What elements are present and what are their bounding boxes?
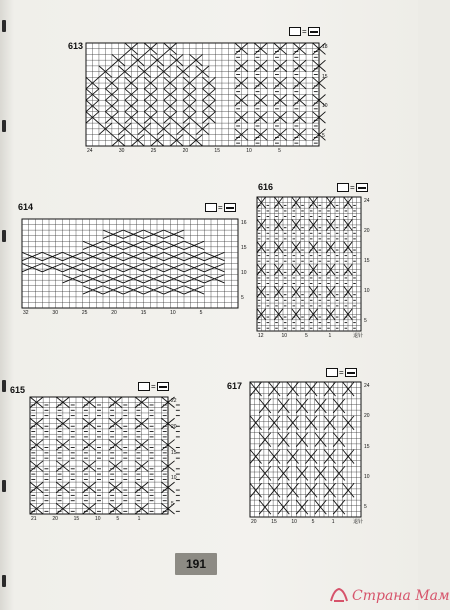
- column-number-label: 21: [31, 516, 37, 522]
- row-number-label: 5: [364, 504, 367, 510]
- row-number-label: 10: [364, 288, 370, 294]
- column-number-label: 25: [150, 148, 157, 154]
- column-number-label: 15: [271, 519, 277, 525]
- blank-cell-symbol: [337, 183, 349, 192]
- blank-cell-symbol: [138, 382, 150, 391]
- stitch-direction-label: 退针: [353, 519, 364, 525]
- blank-cell-symbol: [326, 368, 338, 377]
- row-number-label: 16: [241, 220, 247, 226]
- column-number-label: 1: [137, 516, 141, 522]
- column-number-label: 24: [87, 148, 93, 154]
- chart-grid: [22, 219, 238, 308]
- column-number-label: 15: [140, 310, 147, 316]
- row-number-label: 24: [364, 383, 370, 389]
- column-number-label: 25: [81, 310, 88, 316]
- chart-grid: [257, 197, 361, 331]
- column-number-label: 15: [214, 148, 220, 154]
- chart-number: 617: [227, 381, 243, 391]
- row-number-label: 20: [364, 413, 370, 420]
- row-number-label: 5: [364, 318, 367, 324]
- chart-614: [18, 202, 247, 316]
- row-number-label: 10: [364, 473, 370, 480]
- chart-616: [257, 182, 370, 339]
- row-number-label: 20: [364, 228, 370, 234]
- row-number-label: 15: [322, 73, 328, 80]
- chart-number: 616: [258, 182, 274, 192]
- column-number-label: 10: [95, 516, 101, 522]
- row-number-label: 18: [322, 44, 328, 50]
- chart-613: [68, 26, 328, 154]
- chart-617: [227, 367, 370, 525]
- row-number-label: 5: [241, 295, 244, 301]
- column-number-label: 5: [311, 519, 315, 525]
- column-number-label: 20: [111, 310, 117, 316]
- row-number-label: 24: [364, 198, 370, 204]
- purl-symbol: [308, 27, 320, 36]
- column-number-label: 5: [305, 333, 308, 339]
- purl-symbol: [356, 183, 368, 192]
- column-number-label: 20: [182, 148, 189, 154]
- column-number-label: 5: [278, 148, 281, 154]
- row-number-label: 10: [241, 270, 247, 276]
- stitch-key: =: [337, 183, 368, 192]
- row-number-label: 5: [322, 133, 325, 139]
- row-number-label: 15: [364, 258, 370, 264]
- column-number-label: 10: [291, 519, 297, 525]
- row-number-label: 15: [171, 449, 177, 456]
- page-number: 191: [175, 553, 217, 575]
- chart-number: 613: [68, 41, 84, 51]
- stitch-key: =: [326, 368, 357, 377]
- column-number-label: 20: [52, 516, 58, 522]
- chart-number: 615: [10, 385, 26, 395]
- column-number-label: 1: [328, 333, 332, 339]
- column-number-label: 30: [118, 148, 125, 154]
- stitch-key: =: [289, 27, 320, 36]
- chart-615: [10, 381, 177, 522]
- watermark: [328, 586, 450, 604]
- stitch-direction-label: 退针: [353, 333, 364, 339]
- purl-symbol: [157, 382, 169, 391]
- blank-cell-symbol: [289, 27, 301, 36]
- row-number-label: 15: [364, 443, 370, 450]
- column-number-label: 32: [23, 310, 29, 316]
- blank-cell-symbol: [205, 203, 217, 212]
- chart-grid: [30, 397, 168, 514]
- purl-symbol: [224, 203, 236, 212]
- column-number-label: 10: [170, 310, 176, 316]
- column-number-label: 12: [258, 333, 264, 339]
- row-number-label: 10: [322, 103, 328, 110]
- stitch-key: =: [138, 382, 169, 391]
- row-number-label: 10: [171, 475, 177, 482]
- chart-number: 614: [18, 202, 34, 212]
- watermark-logo-icon: [328, 586, 350, 604]
- row-number-label: 15: [241, 245, 247, 251]
- row-number-label: 5: [171, 501, 174, 507]
- column-number-label: 10: [246, 148, 252, 154]
- row-number-label: 22: [171, 398, 177, 404]
- column-number-label: 30: [52, 310, 58, 316]
- stitch-key: =: [205, 203, 236, 212]
- column-number-label: 10: [281, 333, 288, 339]
- chart-grid: [86, 43, 319, 146]
- chart-grid: [250, 382, 361, 517]
- purl-symbol: [345, 368, 357, 377]
- row-number-label: 20: [171, 423, 177, 430]
- column-number-label: 5: [116, 516, 120, 522]
- watermark-text: Страна Мам: [352, 588, 450, 604]
- column-number-label: 15: [73, 516, 80, 522]
- column-number-label: 1: [331, 519, 335, 525]
- column-number-label: 20: [251, 519, 257, 525]
- column-number-label: 5: [199, 310, 203, 316]
